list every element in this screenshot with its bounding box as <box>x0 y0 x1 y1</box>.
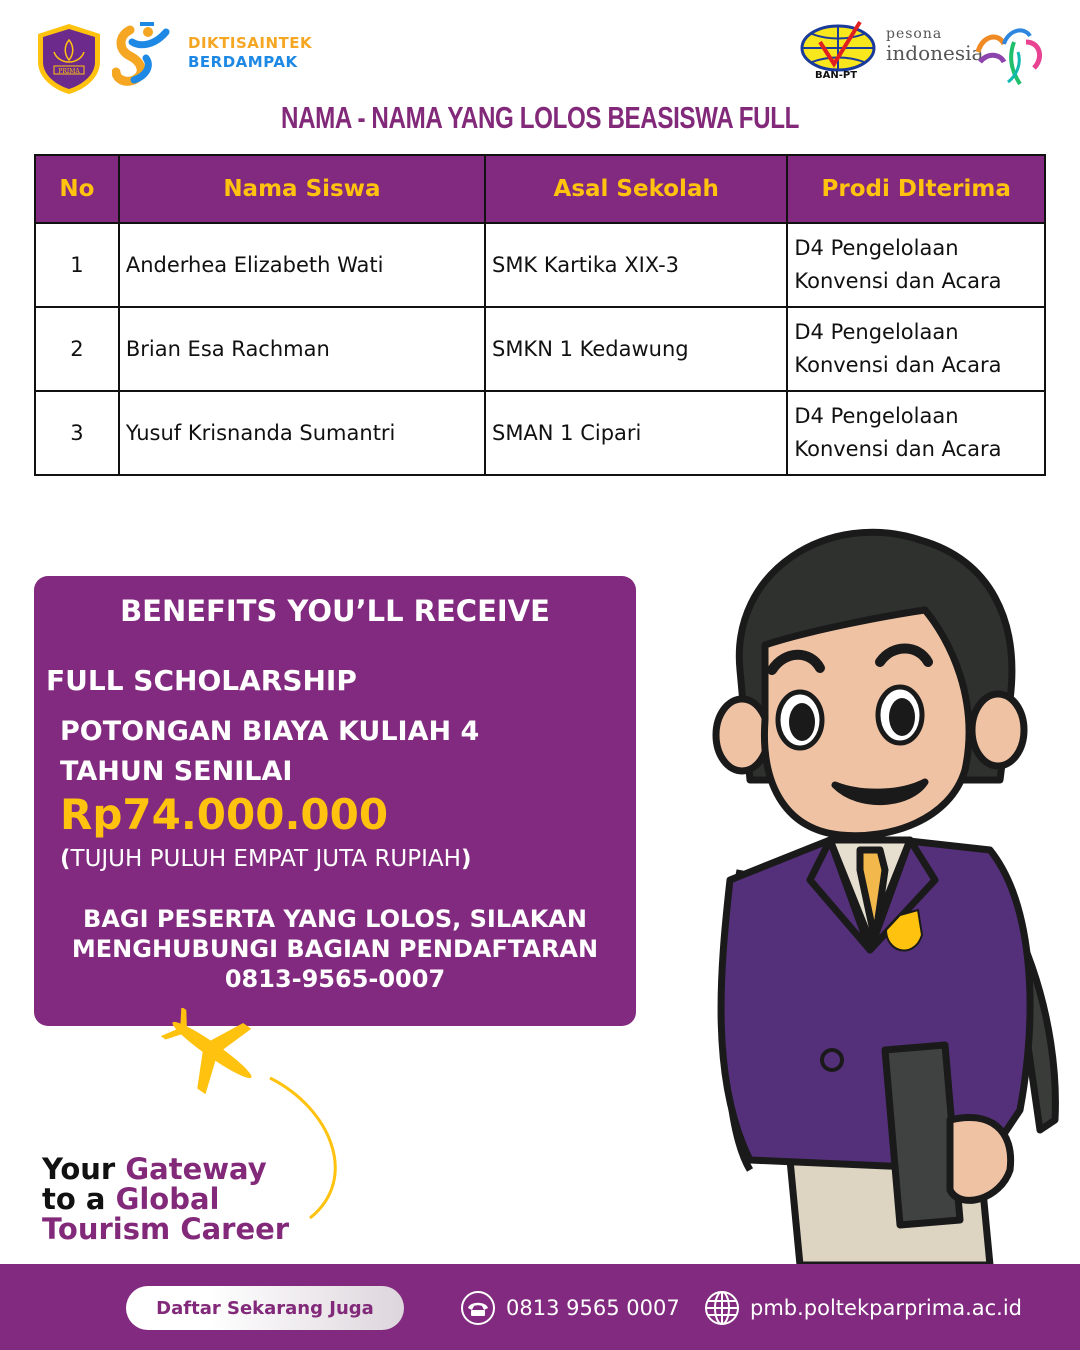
footer-bar <box>0 1264 1080 1350</box>
dikti-line1: DIKTISAINTEK <box>188 34 313 52</box>
dikti-line2: BERDAMPAK <box>188 53 298 71</box>
table-row <box>35 391 1045 475</box>
footer-phone-text: 0813 9565 0007 <box>506 1296 680 1320</box>
table-row <box>35 223 1045 307</box>
cell-no: 3 <box>35 391 119 475</box>
cell-nama: Brian Esa Rachman <box>119 307 485 391</box>
cell-prodi: D4 Pengelolaan Konvensi dan Acara <box>787 307 1045 391</box>
tagline-tourism-career: Tourism Career <box>42 1212 290 1246</box>
dikti-logo-icon <box>112 20 172 86</box>
banpt-label: BAN-PT <box>815 70 858 81</box>
cell-sekolah: SMK Kartika XIX-3 <box>485 223 787 307</box>
paren-close: ) <box>460 846 472 872</box>
column-header-no: No <box>35 155 119 223</box>
prima-logo-icon <box>34 22 104 96</box>
tagline-global: Global <box>115 1182 220 1216</box>
register-now-button[interactable]: Daftar Sekarang Juga <box>126 1286 404 1330</box>
cell-nama: Yusuf Krisnanda Sumantri <box>119 391 485 475</box>
footer-website-text: pmb.poltekparprima.ac.id <box>750 1296 1023 1320</box>
contact-line1: BAGI PESERTA YANG LOLOS, SILAKAN <box>83 905 587 933</box>
pesona-line2: indonesia <box>886 41 984 65</box>
column-header-prodi-diterima: Prodi DIterima <box>787 155 1045 223</box>
student-mascot-illustration <box>660 520 1080 1265</box>
cell-sekolah: SMKN 1 Kedawung <box>485 307 787 391</box>
cell-nama: Anderhea Elizabeth Wati <box>119 223 485 307</box>
tagline-to-a: to a <box>42 1182 106 1216</box>
benefits-title: BENEFITS YOU’LL RECEIVE <box>120 594 550 628</box>
footer-website-link[interactable] <box>704 1288 1022 1328</box>
tagline <box>42 1154 289 1244</box>
column-header-nama-siswa: Nama Siswa <box>119 155 485 223</box>
tagline-your: Your <box>42 1152 116 1186</box>
svg-text:PRIMA: PRIMA <box>58 68 80 75</box>
amount-words-text: TUJUH PULUH EMPAT JUTA RUPIAH <box>70 846 461 872</box>
contact-instructions <box>34 904 636 994</box>
footer-phone-link[interactable] <box>460 1288 680 1328</box>
tagline-line2 <box>42 1184 289 1214</box>
dikti-logo-text <box>188 34 312 72</box>
cell-sekolah: SMAN 1 Cipari <box>485 391 787 475</box>
globe-icon <box>704 1290 740 1326</box>
contact-phone: 0813-9565-0007 <box>224 965 446 993</box>
scholarship-amount: Rp74.000.000 <box>60 790 389 839</box>
phone-icon <box>460 1290 496 1326</box>
cell-prodi: D4 Pengelolaan Konvensi dan Acara <box>787 223 1045 307</box>
table-header-row <box>35 155 1045 223</box>
benefits-card <box>34 576 636 1026</box>
scholarship-results-table <box>34 154 1046 476</box>
contact-line2: MENGHUBUNGI BAGIAN PENDAFTARAN <box>71 935 599 963</box>
table-row <box>35 307 1045 391</box>
cell-no: 2 <box>35 307 119 391</box>
pesona-line1: pesona <box>886 26 943 42</box>
tagline-gateway: Gateway <box>125 1152 267 1186</box>
tagline-line3 <box>42 1214 289 1244</box>
tagline-line1 <box>42 1154 289 1184</box>
tuition-discount-text: POTONGAN BIAYA KULIAH 4 TAHUN SENILAI <box>60 716 480 787</box>
amount-in-words <box>60 846 471 872</box>
paren-open: ( <box>60 846 71 872</box>
cell-prodi: D4 Pengelolaan Konvensi dan Acara <box>787 391 1045 475</box>
benefits-subtitle: FULL SCHOLARSHIP <box>46 664 357 697</box>
garuda-bird-icon <box>968 22 1048 86</box>
cell-no: 1 <box>35 223 119 307</box>
page-title: NAMA - NAMA YANG LOLOS BEASISWA FULL <box>281 100 799 135</box>
column-header-asal-sekolah: Asal Sekolah <box>485 155 787 223</box>
